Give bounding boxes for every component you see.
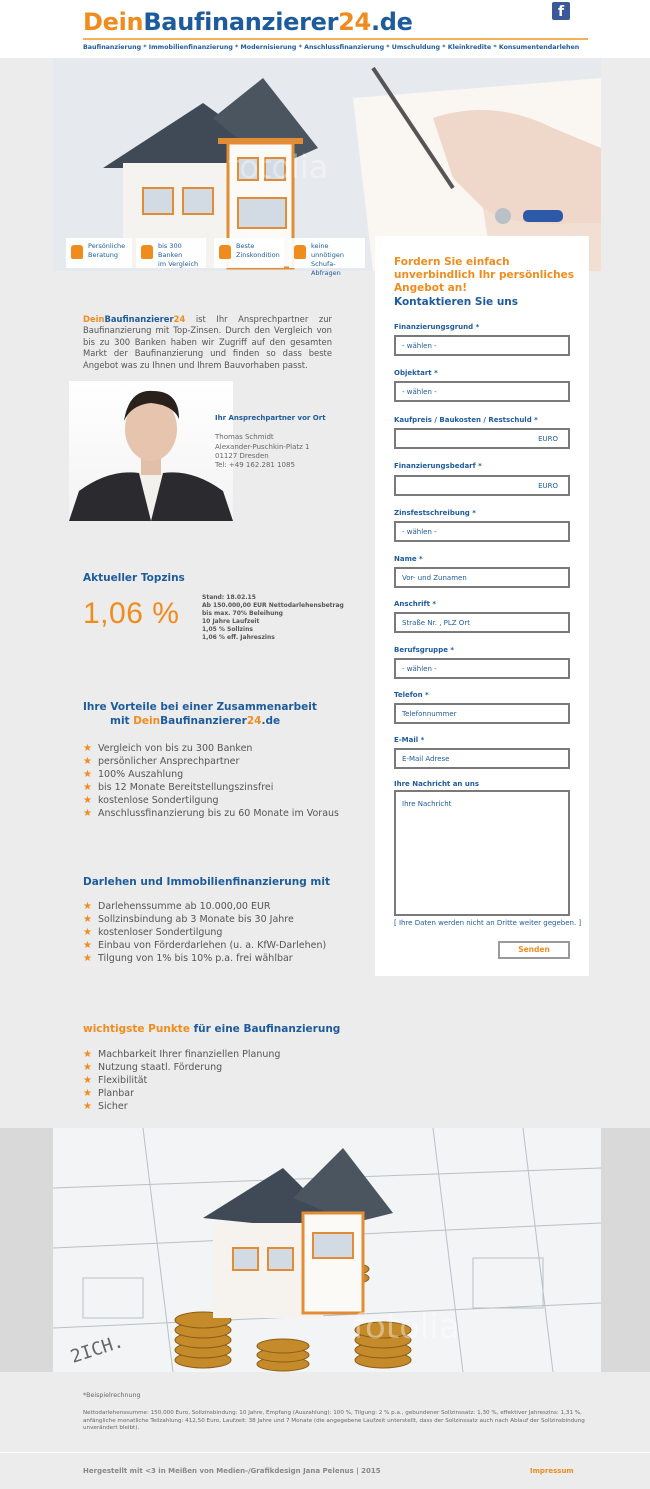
badge-bank-comparison: bis 300 Banken im Vergleich bbox=[136, 238, 206, 268]
list-item: ★ 100% Auszahlung bbox=[83, 768, 339, 781]
bottom-illustration bbox=[53, 1128, 601, 1372]
contact-phone[interactable]: Tel: +49 162.281 1085 bbox=[215, 461, 295, 469]
berufsgruppe-select[interactable]: - wählen - bbox=[394, 658, 570, 679]
vorteile-heading: Ihre Vorteile bei einer Zusammenarbeit bbox=[83, 701, 317, 713]
site-logo[interactable] bbox=[83, 8, 413, 36]
form-claim: Fordern Sie einfach unverbindlich Ihr persönliches Angebot an! bbox=[394, 256, 574, 294]
message-textarea[interactable]: Ihre Nachricht bbox=[394, 790, 570, 916]
field-label: Ihre Nachricht an uns bbox=[394, 780, 479, 788]
contact-city: 01127 Dresden bbox=[215, 452, 269, 460]
rate-note: 1,05 % Sollzins bbox=[202, 626, 253, 633]
name-input[interactable]: Vor- und Zunamen bbox=[394, 567, 570, 588]
badge-no-schufa: keine unnötigen Schufa-Abfragen bbox=[289, 238, 365, 268]
footer-credit: Hergestellt mit <3 in Meißen von Medien-/Grafikdesign Jana Pelenus | 2015 bbox=[83, 1467, 381, 1475]
punkte-heading: wichtigste Punkte für eine Baufinanzierung bbox=[83, 1023, 341, 1035]
list-item: ★ Anschlussfinanzierung bis zu 60 Monate im Voraus bbox=[83, 807, 339, 820]
logo-underline bbox=[83, 38, 588, 40]
list-item: ★ Vergleich von bis zu 300 Banken bbox=[83, 742, 339, 755]
svg-text:fotolia: fotolia bbox=[353, 1307, 460, 1347]
kaufpreis-input[interactable]: EURO bbox=[394, 428, 570, 449]
vorteile-list bbox=[83, 742, 339, 820]
list-item: ★ Machbarkeit Ihrer finanziellen Planung bbox=[83, 1048, 280, 1061]
field-label: Finanzierungsgrund * bbox=[394, 323, 480, 331]
field-label: Kaufpreis / Baukosten / Restschuld * bbox=[394, 416, 538, 424]
darlehen-heading: Darlehen und Immobilienfinanzierung mit bbox=[83, 876, 330, 888]
zinsfestschreibung-select[interactable]: - wählen - bbox=[394, 521, 570, 542]
list-item: ★ Tilgung von 1% bis 10% p.a. frei wählbar bbox=[83, 952, 326, 965]
footnote-text: Nettodarlehenssumme: 150.000 Euro, Sollzinsbindung: 10 Jahre, Empfang (Auszahlung): 100 %, Tilgung: 2 % p.a., gebundener Sollzinssatz: 1,30 %, effektiver Jahreszins: 1,31 %, anfängliche monatliche Teilzahlung: 412,50 Euro, Laufzeit: 38 Jahre und 7 Monate (die angegebene Laufzeit unterstellt, dass der Sollzinssatz auch nach Ablauf der Sollzinsbindung unverändert bleibt). bbox=[83, 1410, 585, 1432]
list-item: ★ Flexibilität bbox=[83, 1074, 280, 1087]
finanzierungsbedarf-input[interactable]: EURO bbox=[394, 475, 570, 496]
logo-part-baufinanzierer: Baufinanzierer bbox=[143, 8, 339, 36]
rate-note: Stand: 18.02.15 bbox=[202, 594, 256, 601]
form-title: Kontaktieren Sie uns bbox=[394, 296, 519, 308]
field-label: Name * bbox=[394, 555, 423, 563]
rate-note: 1,06 % eff. Jahreszins bbox=[202, 634, 275, 641]
list-item: ★ persönlicher Ansprechpartner bbox=[83, 755, 339, 768]
list-item: ★ kostenloser Sondertilgung bbox=[83, 926, 326, 939]
anschrift-input[interactable]: Straße Nr. , PLZ Ort bbox=[394, 612, 570, 633]
rate-note: bis max. 70% Beleihung bbox=[202, 610, 283, 617]
privacy-note: [ Ihre Daten werden nicht an Dritte weiter gegeben. ] bbox=[394, 919, 582, 927]
list-item: ★ Nutzung staatl. Förderung bbox=[83, 1061, 280, 1074]
footnote-heading: *Beispielrechnung bbox=[83, 1392, 141, 1399]
svg-text:fotolia: fotolia bbox=[228, 148, 329, 186]
badge-best-rate: Beste Zinskondition bbox=[214, 238, 284, 268]
field-label: Telefon * bbox=[394, 691, 429, 699]
list-item: ★ bis 12 Monate Bereitstellungszinsfrei bbox=[83, 781, 339, 794]
send-button[interactable]: Senden bbox=[498, 941, 570, 959]
contact-street: Alexander-Puschkin-Platz 1 bbox=[215, 443, 310, 451]
telefon-input[interactable]: Telefonnummer bbox=[394, 703, 570, 724]
thumbs-up-icon bbox=[71, 245, 83, 259]
advisor-portrait bbox=[69, 381, 233, 521]
advisor-photo bbox=[69, 381, 233, 521]
list-item: ★ Planbar bbox=[83, 1087, 280, 1100]
rate-note: Ab 150.000,00 EUR Nettodarlehensbetrag bbox=[202, 602, 344, 609]
footer-divider bbox=[0, 1452, 650, 1453]
topzins-heading: Aktueller Topzins bbox=[83, 572, 185, 584]
finanzierungsgrund-select[interactable]: - wählen - bbox=[394, 335, 570, 356]
logo-part-de: .de bbox=[370, 8, 413, 36]
contact-name: Thomas Schmidt bbox=[215, 433, 274, 441]
field-label: Anschrift * bbox=[394, 600, 437, 608]
service-nav[interactable]: Baufinanzierung * Immobilienfinanzierung * Modernisierung * Anschlussfinanzierung * Umschuldung * Kleinkredite * Konsumentendarlehen bbox=[83, 44, 580, 51]
topzins-rate: 1,06 % bbox=[83, 597, 180, 630]
list-item: ★ Einbau von Förderdarlehen (u. a. KfW-Darlehen) bbox=[83, 939, 326, 952]
logo-part-dein: Dein bbox=[83, 8, 144, 36]
intro-text: DeinBaufinanzierer24 ist Ihr Ansprechpartner zur Baufinanzierung mit Top-Zinsen. Durch den Vergleich von bis zu 300 Banken haben wir Zugriff auf den gesamten Markt der Baufinanzierung und finden so dass beste Angebot was zu Ihnen und Ihrem Bauvorhaben passt. bbox=[83, 314, 332, 370]
field-label: Finanzierungsbedarf * bbox=[394, 462, 482, 470]
email-input[interactable]: E-Mail Adrese bbox=[394, 748, 570, 769]
field-label: E-Mail * bbox=[394, 736, 425, 744]
field-label: Zinsfestschreibung * bbox=[394, 509, 476, 517]
field-label: Objektart * bbox=[394, 369, 438, 377]
logo-part-24: 24 bbox=[338, 8, 371, 36]
field-label: Berufsgruppe * bbox=[394, 646, 455, 654]
list-item: ★ Sicher bbox=[83, 1100, 280, 1113]
darlehen-list bbox=[83, 900, 326, 965]
list-item: ★ kostenlose Sondertilgung bbox=[83, 794, 339, 807]
svg-text:2ICH.: 2ICH. bbox=[68, 1331, 127, 1368]
impressum-link[interactable]: Impressum bbox=[530, 1467, 574, 1475]
punkte-list bbox=[83, 1048, 280, 1113]
objektart-select[interactable]: - wählen - bbox=[394, 381, 570, 402]
list-item: ★ Darlehenssumme ab 10.000,00 EUR bbox=[83, 900, 326, 913]
vorteile-heading-brand: mit DeinBaufinanzierer24.de bbox=[110, 715, 281, 727]
rate-note: 10 Jahre Laufzeit bbox=[202, 618, 260, 625]
bottom-image bbox=[53, 1128, 601, 1372]
thumbs-up-icon bbox=[219, 245, 231, 259]
thumbs-up-icon bbox=[141, 245, 153, 259]
thumbs-up-icon bbox=[294, 245, 306, 259]
contact-title: Ihr Ansprechpartner vor Ort bbox=[215, 414, 326, 422]
list-item: ★ Sollzinsbindung ab 3 Monate bis 30 Jahre bbox=[83, 913, 326, 926]
badge-personal-advice: Persönliche Beratung bbox=[66, 238, 132, 268]
facebook-icon[interactable]: f bbox=[552, 2, 570, 20]
